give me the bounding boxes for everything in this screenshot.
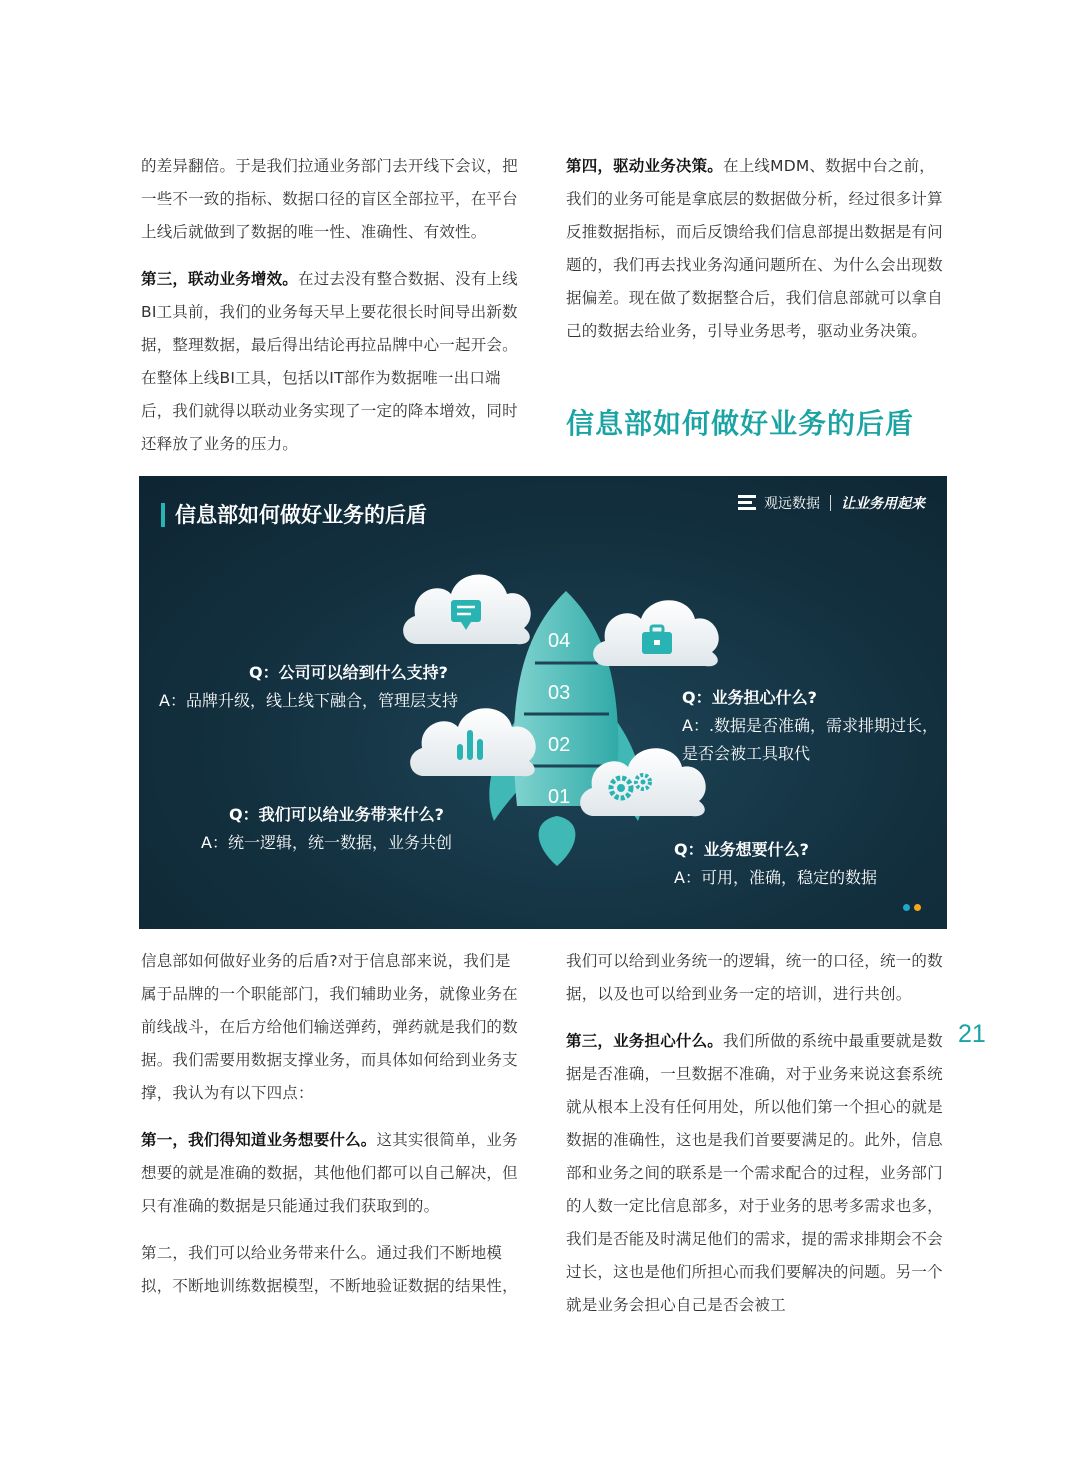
page-number: 21	[958, 1020, 986, 1048]
brand-name: 观远数据	[764, 496, 820, 512]
question: Q：业务想要什么?	[674, 840, 809, 859]
dot-blue	[903, 904, 910, 911]
section-title: 信息部如何做好业务的后盾	[566, 407, 915, 440]
qa-worries	[682, 684, 942, 768]
paragraph: 的差异翻倍。于是我们拉通业务部门去开线下会议，把一些不一致的指标、数据口径的盲区全部拉平，在平台上线后就做到了数据的唯一性、准确性、有效性。	[141, 157, 518, 241]
answer: A：品牌升级，线上线下融合，管理层支持	[159, 691, 458, 710]
paragraph	[141, 1124, 519, 1223]
paragraph-body: 在上线MDM、数据中台之前，我们的业务可能是拿底层的数据做分析，经过很多计算反推数据指标，而后反馈给我们信息部提出数据是有问题的，我们再去找业务沟通问题所在、为什么会出现数据偏差。现在做了数据整合后，我们信息部就可以拿自己的数据去给业务，引导业务思考，驱动业务决策。	[566, 157, 943, 340]
slide-title: 信息部如何做好业务的后盾	[175, 503, 427, 527]
slide-dots	[903, 904, 921, 911]
paragraph: 第二，我们可以给业务带来什么。通过我们不断地模拟，不断地训练数据模型，不断地验证数据的结果性，	[141, 1244, 518, 1295]
question: Q：我们可以给业务带来什么?	[229, 805, 444, 824]
text-column-top-left	[141, 150, 519, 461]
paragraph: 信息部如何做好业务的后盾?对于信息部来说，我们是属于品牌的一个职能部门，我们辅助业务，就像业务在前线战斗，在后方给他们输送弹药，弹药就是我们的数据。我们需要用数据支撑业务，而具体如何给到业务支撑，我认为有以下四点：	[141, 952, 518, 1102]
paragraph-body: 在过去没有整合数据、没有上线BI工具前，我们的业务每天早上要花很长时间导出新数据，整理数据，最后得出结论再拉品牌中心一起开会。在整体上线BI工具，包括以IT部作为数据唯一出口端后，我们就得以联动业务实现了一定的降本增效，同时还释放了业务的压力。	[141, 270, 518, 453]
paragraph-body: 这其实很简单，业务想要的就是准确的数据，其他他们都可以自己解决，但只有准确的数据是只能通过我们获取到的。	[141, 1131, 518, 1215]
paragraph-heading: 第三，联动业务增效。	[141, 270, 299, 288]
text-column-bottom-right	[566, 945, 944, 1322]
dot-orange	[914, 904, 921, 911]
paragraph	[566, 150, 944, 348]
qa-value	[201, 801, 501, 857]
paragraph	[141, 263, 519, 461]
qa-wants	[674, 836, 934, 892]
step-number-04: 04	[548, 630, 571, 652]
paragraph-heading: 第三，业务担心什么。	[566, 1032, 724, 1050]
paragraph-heading: 第四，驱动业务决策。	[566, 157, 724, 175]
paragraph	[566, 1025, 944, 1322]
step-number-02: 02	[548, 734, 571, 756]
slide-figure	[139, 476, 947, 929]
step-number-03: 03	[548, 682, 571, 704]
answer: A：统一逻辑，统一数据，业务共创	[201, 833, 452, 852]
qa-support	[159, 659, 459, 715]
rocket-flame	[539, 816, 576, 866]
text-column-top-right	[566, 150, 944, 348]
question: Q：业务担心什么?	[682, 688, 817, 707]
answer: A：可用，准确，稳定的数据	[674, 868, 877, 887]
answer: A：.数据是否准确，需求排期过长，	[682, 716, 939, 735]
brand-slogan: 让业务用起来	[841, 496, 925, 512]
paragraph-body: 我们所做的系统中最重要就是数据是否准确，一旦数据不准确，对于业务来说这套系统就从根本上没有任何用处，所以他们第一个担心的就是数据的准确性，这也是我们首要要满足的。此外，信息部和业务之间的联系是一个需求配合的过程，业务部门的人数一定比信息部多，对于业务的思考多需求也多，我们是否能及时满足他们的需求，提的需求排期会不会过长，这也是他们所担心而我们要解决的问题。另一个就是业务会担心自己是否会被工	[566, 1032, 943, 1314]
question: Q：公司可以给到什么支持?	[249, 663, 448, 682]
step-number-01: 01	[548, 786, 571, 808]
paragraph: 我们可以给到业务统一的逻辑，统一的口径，统一的数据，以及也可以给到业务一定的培训，进行共创。	[566, 952, 943, 1003]
text-column-bottom-left	[141, 945, 519, 1303]
answer-continued: 是否会被工具取代	[682, 744, 811, 763]
paragraph-heading: 第一，我们得知道业务想要什么。	[141, 1131, 377, 1149]
